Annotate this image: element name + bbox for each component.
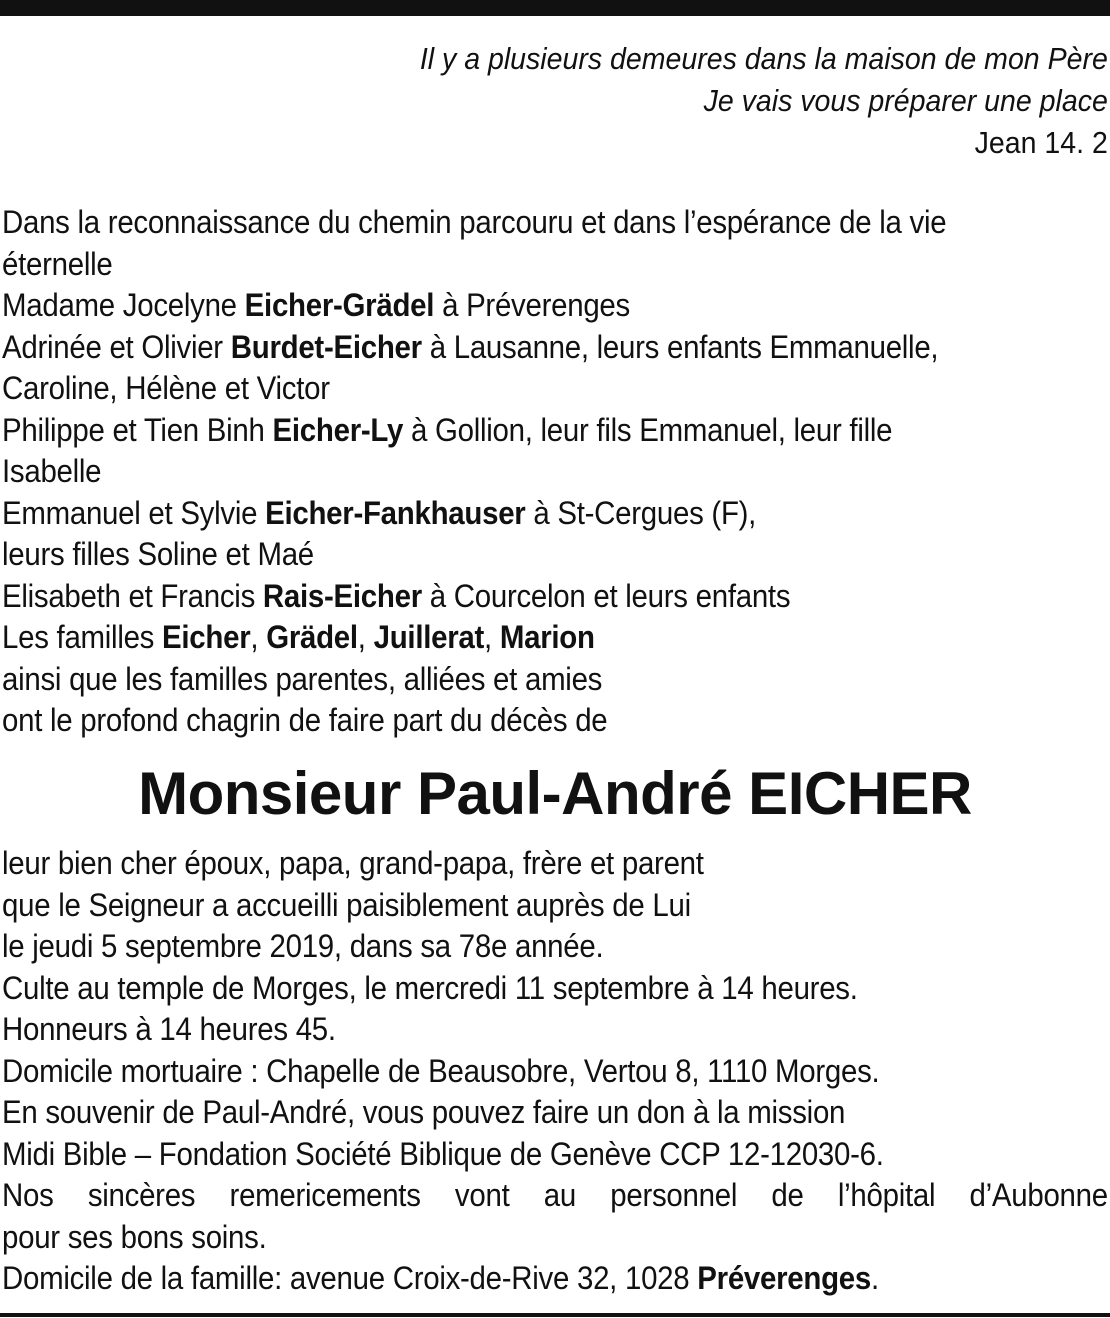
family-line xyxy=(2,534,1078,576)
family-text: Elisabeth et Francis xyxy=(2,577,263,614)
closing-intro-line-1: ainsi que les familles parentes, alliées et amies xyxy=(2,660,603,697)
detail-line: le jeudi 5 septembre 2019, dans sa 78e année. xyxy=(2,928,604,964)
family-line xyxy=(2,327,1078,369)
intro-line-2: éternelle xyxy=(2,245,113,282)
family-home-address: Domicile de la famille: avenue Croix-de-Rive 32, 1028 xyxy=(2,1260,698,1296)
family-line xyxy=(2,285,1078,327)
epigraph xyxy=(420,38,1108,164)
epigraph-reference: Jean 14. 2 xyxy=(974,125,1108,160)
family-surname: Eicher-Grädel xyxy=(244,287,435,323)
family-line xyxy=(2,410,1078,452)
family-home-line xyxy=(2,1258,1080,1300)
top-rule xyxy=(0,0,1110,16)
family-text: Philippe et Tien Binh xyxy=(2,411,273,448)
thanks-line-2: pour ses bons soins. xyxy=(2,1218,267,1255)
separator: , xyxy=(484,619,500,655)
announcement-body xyxy=(2,202,1078,742)
family-text: Madame Jocelyne xyxy=(2,287,245,323)
intro-line-1: Dans la reconnaissance du chemin parcouru et dans l’espérance de la vie xyxy=(2,204,947,240)
thanks-line-1: Nos sincères remericements vont au personnel de l’hôpital d’Aubonne xyxy=(2,1177,1108,1213)
family-home-town: Préverenges xyxy=(697,1260,871,1296)
family-surname: Eicher xyxy=(162,619,251,655)
family-text: leurs filles Soline et Maé xyxy=(2,536,314,572)
family-text: à Courcelon et leurs enfants xyxy=(421,577,791,614)
family-line xyxy=(2,493,1078,535)
family-text: Adrinée et Olivier xyxy=(2,328,231,365)
detail-line: Culte au temple de Morges, le mercredi 11 septembre à 14 heures. xyxy=(2,969,858,1006)
epigraph-line-2: Je vais vous préparer une place xyxy=(703,83,1108,118)
family-home-end: . xyxy=(870,1260,879,1296)
family-line xyxy=(2,576,1078,618)
deceased-name: Monsieur Paul-André EICHER xyxy=(138,760,972,827)
detail-line: leur bien cher époux, papa, grand-papa, frère et parent xyxy=(2,845,704,881)
family-surname: Grädel xyxy=(266,619,358,655)
family-surname: Juillerat xyxy=(373,619,485,655)
family-text: à St-Cergues (F), xyxy=(525,494,757,531)
family-surname: Eicher-Ly xyxy=(272,411,404,448)
family-text: Caroline, Hélène et Victor xyxy=(2,370,330,406)
detail-line: Domicile mortuaire : Chapelle de Beausobre, Vertou 8, 1110 Morges. xyxy=(2,1052,880,1089)
family-text: Emmanuel et Sylvie xyxy=(2,494,266,531)
family-surname: Rais-Eicher xyxy=(262,577,422,614)
family-line xyxy=(2,368,1078,410)
family-text: à Lausanne, leurs enfants Emmanuelle, xyxy=(421,328,939,365)
closing-intro-line-2: ont le profond chagrin de faire part du décès de xyxy=(2,702,608,738)
family-text: à Préverenges xyxy=(434,287,630,323)
family-surname: Burdet-Eicher xyxy=(230,328,422,365)
families-line xyxy=(2,617,1078,659)
detail-line: que le Seigneur a accueilli paisiblement auprès de Lui xyxy=(2,886,691,923)
detail-line: En souvenir de Paul-André, vous pouvez faire un don à la mission xyxy=(2,1094,846,1130)
families-prefix: Les familles xyxy=(2,619,163,655)
separator: , xyxy=(250,619,267,655)
family-surname: Eicher-Fankhauser xyxy=(265,494,526,531)
family-text: Isabelle xyxy=(2,453,102,489)
detail-line: Honneurs à 14 heures 45. xyxy=(2,1011,336,1047)
family-text: à Gollion, leur fils Emmanuel, leur fille xyxy=(403,411,893,448)
epigraph-line-1: Il y a plusieurs demeures dans la maison de mon Père xyxy=(419,41,1108,76)
detail-line: Midi Bible – Fondation Société Biblique de Genève CCP 12-12030-6. xyxy=(2,1135,884,1172)
bottom-rule xyxy=(0,1313,1110,1317)
family-surname: Marion xyxy=(499,619,595,655)
family-line xyxy=(2,451,1078,493)
announcement-details xyxy=(2,843,1108,1300)
separator: , xyxy=(357,619,374,655)
